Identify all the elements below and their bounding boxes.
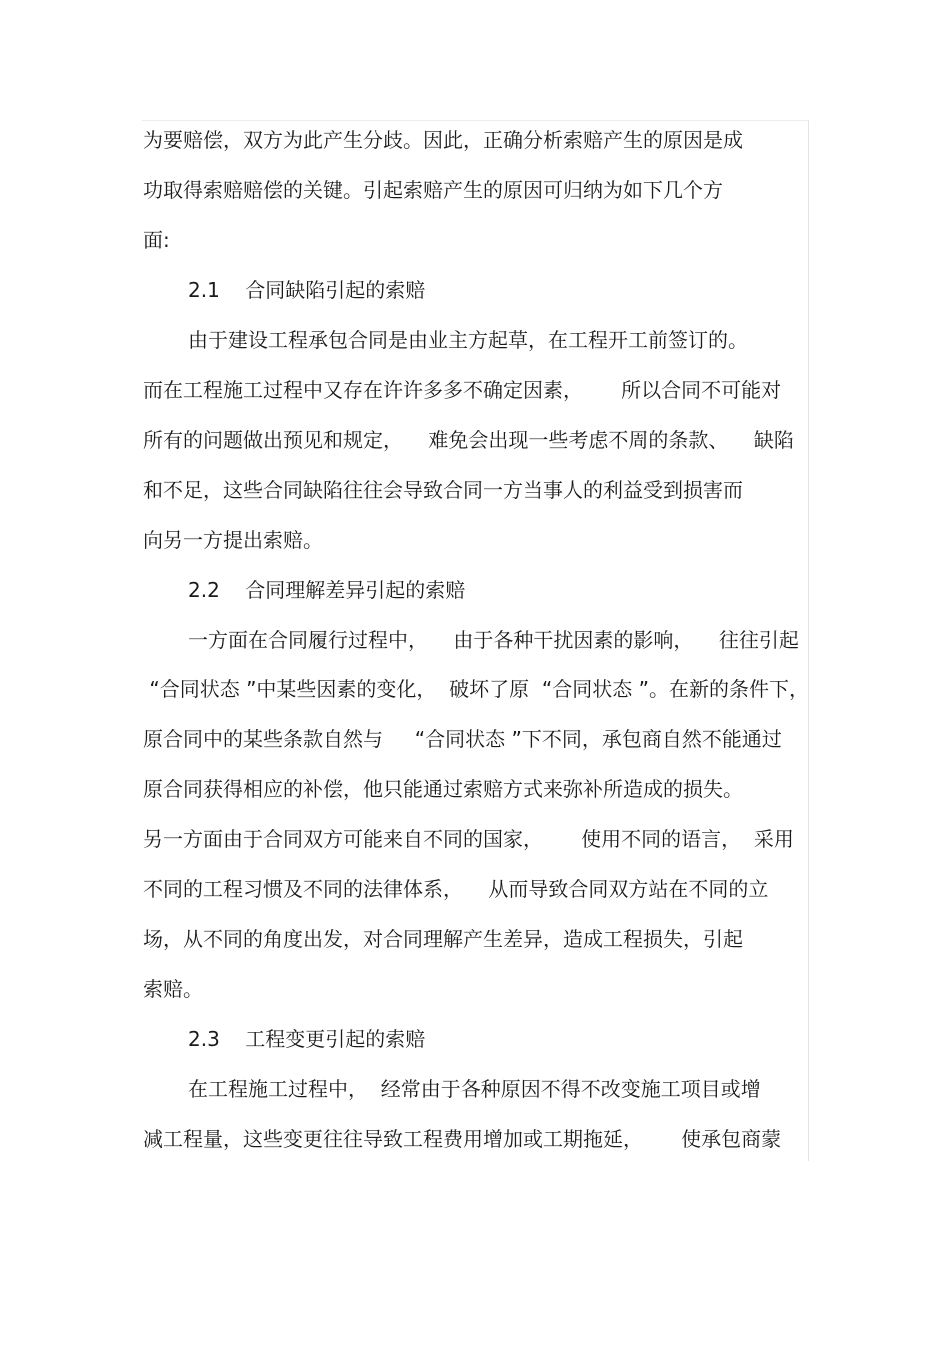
text-line: 索赔。 bbox=[143, 977, 203, 1002]
section-heading: 2.3 工程变更引起的索赔 bbox=[188, 1027, 426, 1052]
text-line: 面: bbox=[143, 227, 170, 252]
text-line: 所有的问题做出预见和规定， 难免会出现一些考虑不周的条款、 缺陷 bbox=[143, 427, 794, 452]
text-line: 减工程量，这些变更往往导致工程费用增加或工期拖延， 使承包商蒙 bbox=[143, 1127, 782, 1151]
text-line: 在工程施工过程中， 经常由于各种原因不得不改变施工项目或增 bbox=[188, 1077, 761, 1102]
text-line: 功取得索赔赔偿的关键。引起索赔产生的原因可归纳为如下几个方 bbox=[143, 177, 723, 202]
section-heading: 2.2 合同理解差异引起的索赔 bbox=[188, 577, 466, 602]
text-line: 场，从不同的角度出发，对合同理解产生差异，造成工程损失，引起 bbox=[143, 927, 743, 952]
text-line: 由于建设工程承包合同是由业主方起草，在工程开工前签订的。 bbox=[188, 327, 748, 352]
text-line: 原合同获得相应的补偿，他只能通过索赔方式来弥补所造成的损失。 bbox=[143, 777, 743, 802]
text-line: 不同的工程习惯及不同的法律体系， 从而导致合同双方站在不同的立 bbox=[143, 877, 769, 902]
text-line: 而在工程施工过程中又存在许许多多不确定因素， 所以合同不可能对 bbox=[143, 377, 782, 402]
text-line: 原合同中的某些条款自然与 “合同状态 ”下不同，承包商自然不能通过 bbox=[143, 727, 782, 752]
section-heading: 2.1 合同缺陷引起的索赔 bbox=[188, 277, 426, 302]
text-line: 向另一方提出索赔。 bbox=[143, 527, 323, 552]
text-line: 为要赔偿，双方为此产生分歧。因此，正确分析索赔产生的原因是成 bbox=[143, 128, 743, 152]
text-line: 另一方面由于合同双方可能来自不同的国家， 使用不同的语言， 采用 bbox=[143, 827, 794, 852]
text-line: “合同状态 ”中某些因素的变化， 破坏了原 “合同状态 ”。在新的条件下， bbox=[143, 677, 809, 702]
text-line: 一方面在合同履行过程中， 由于各种干扰因素的影响， 往往引起 bbox=[188, 627, 799, 652]
text-line: 和不足，这些合同缺陷往往会导致合同一方当事人的利益受到损害而 bbox=[143, 477, 743, 502]
